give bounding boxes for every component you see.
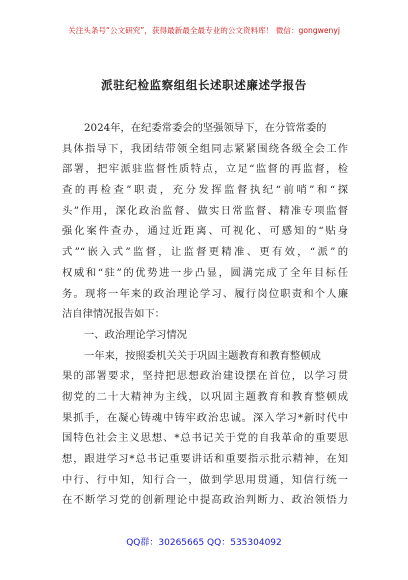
contact-footer: QQ群：30265665 QQ：535304092	[126, 538, 282, 548]
body-line: 国特色社会主义思想、*总书记关于党的自我革命的重要思	[62, 432, 348, 445]
body-line: 彻党的二十大精神为主线，以巩固主题教育和教育整顿成	[62, 390, 348, 403]
document-title: 派驻纪检监察组组长述职述廉述学报告	[101, 78, 307, 92]
promo-banner: 关注头条号“公文研究”，获得最新最全最专业的公文资料库！ 微信：gongwenyj	[68, 26, 340, 35]
body-line: 想，跟进学习*总书记重要讲话和重要指示批示精神，在知	[62, 453, 348, 465]
body-line: 果的部署要求，坚持把思想政治建设摆在首位，以学习贯	[62, 370, 348, 383]
body-line: 式”“嵌入式”监督，让监督更精准、更有效，“派”的	[62, 246, 348, 259]
body-line: 强化案件查办，通过近距离、可视化、可感知的“贴身	[62, 225, 348, 238]
body-line: 权威和“驻”的优势进一步凸显，圆满完成了全年目标任	[62, 266, 348, 279]
body-line: 洁自律情况报告如下：	[62, 308, 165, 321]
body-line: 部署，把牢派驻监督性质特点，立足“监督的再监督，检	[62, 163, 348, 176]
body-line: 查的再检查”职责，充分发挥监督执纪“前哨”和“探	[62, 184, 348, 197]
body-line: 在不断学习党的创新理论中提高政治判断力、政治领悟力	[62, 494, 348, 507]
body-line: 一年来，按照委机关关于巩固主题教育和教育整顿成	[84, 349, 321, 362]
body-line: 务。现将一年来的政治理论学习、履行岗位职责和个人廉	[62, 287, 348, 300]
body-line: 头”作用，深化政治监督、做实日常监督、精准专项监督	[62, 204, 348, 217]
section-heading: 一、政治理论学习情况	[84, 328, 187, 341]
document-body	[62, 118, 348, 511]
body-line: 具体指导下，我团结带领全组同志紧紧围绕各级全会工作	[62, 142, 348, 155]
body-line: 2024年，在纪委常委会的坚强领导下，在分管常委的	[84, 122, 327, 134]
body-line: 果抓手，在凝心铸魂中铸牢政治忠诚。深入学习*新时代中	[62, 411, 348, 424]
body-line: 中行、行中知，知行合一，做到学思用贯通，知信行统一	[62, 473, 348, 486]
